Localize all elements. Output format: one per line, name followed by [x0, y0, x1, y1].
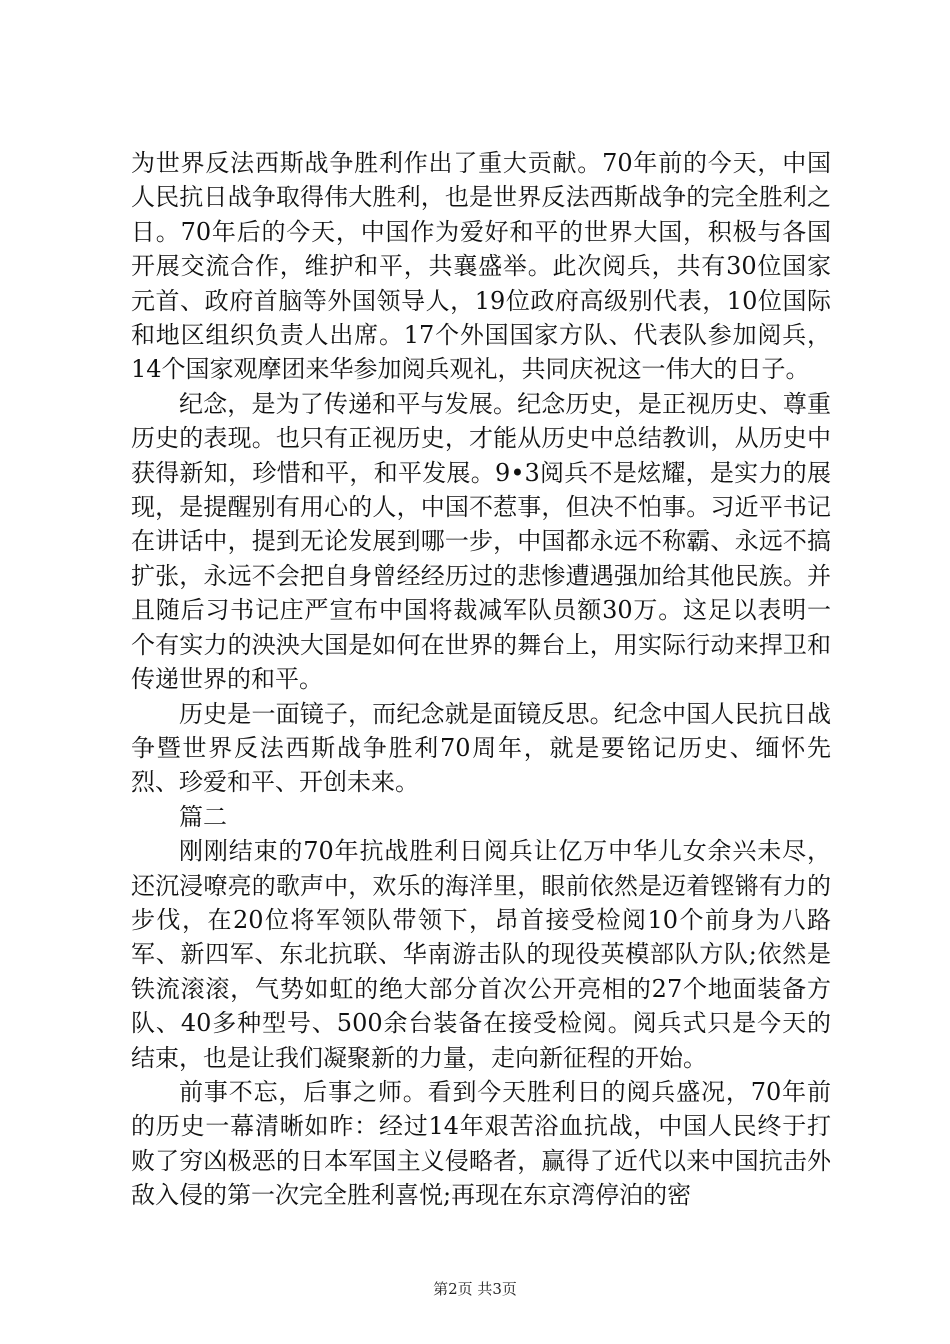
section-heading: 篇二 [179, 802, 227, 831]
page-footer: 第2页 共3页 [433, 1280, 517, 1298]
paragraph-3: 历史是一面镜子，而纪念就是面镜反思。纪念中国人民抗日战争暨世界反法西斯战争胜利70周年，就是要铭记历史、缅怀先烈、珍爱和平、开创未来。 [131, 699, 831, 797]
document-body [131, 146, 831, 1213]
paragraph-1: 为世界反法西斯战争胜利作出了重大贡献。70年前的今天，中国人民抗日战争取得伟大胜利，也是世界反法西斯战争的完全胜利之日。70年后的今天，中国作为爱好和平的世界大国，积极与各国开展交流合作，维护和平，共襄盛举。此次阅兵，共有30位国家元首、政府首脑等外国领导人，19位政府高级别代表，10位国际和地区组织负责人出席。17个外国国家方队、代表队参加阅兵，14个国家观摩团来华参加阅兵观礼，共同庆祝这一伟大的日子。 [131, 149, 831, 384]
paragraph-5: 前事不忘，后事之师。看到今天胜利日的阅兵盛况，70年前的历史一幕清晰如昨：经过14年艰苦浴血抗战，中国人民终于打败了穷凶极恶的日本军国主义侵略者，赢得了近代以来中国抗击外敌入侵的第一次完全胜利喜悦;再现在东京湾停泊的密 [131, 1077, 831, 1210]
paragraph-2: 纪念，是为了传递和平与发展。纪念历史，是正视历史、尊重历史的表现。也只有正视历史，才能从历史中总结教训，从历史中获得新知，珍惜和平，和平发展。9•3阅兵不是炫耀，是实力的展现，是提醒别有用心的人，中国不惹事，但决不怕事。习近平书记在讲话中，提到无论发展到哪一步，中国都永远不称霸、永远不搞扩张，永远不会把自身曾经经历过的悲惨遭遇强加给其他民族。并且随后习书记庄严宣布中国将裁减军队员额30万。这足以表明一个有实力的泱泱大国是如何在世界的舞台上，用实际行动来捍卫和传递世界的和平。 [131, 389, 831, 694]
paragraph-4: 刚刚结束的70年抗战胜利日阅兵让亿万中华儿女余兴未尽，还沉浸嘹亮的歌声中，欢乐的海洋里，眼前依然是迈着铿锵有力的步伐，在20位将军领队带领下，昂首接受检阅10个前身为八路军、新四军、东北抗联、华南游击队的现役英模部队方队;依然是铁流滚滚，气势如虹的绝大部分首次公开亮相的27个地面装备方队、40多种型号、500余台装备在接受检阅。阅兵式只是今天的结束，也是让我们凝聚新的力量，走向新征程的开始。 [131, 837, 831, 1072]
